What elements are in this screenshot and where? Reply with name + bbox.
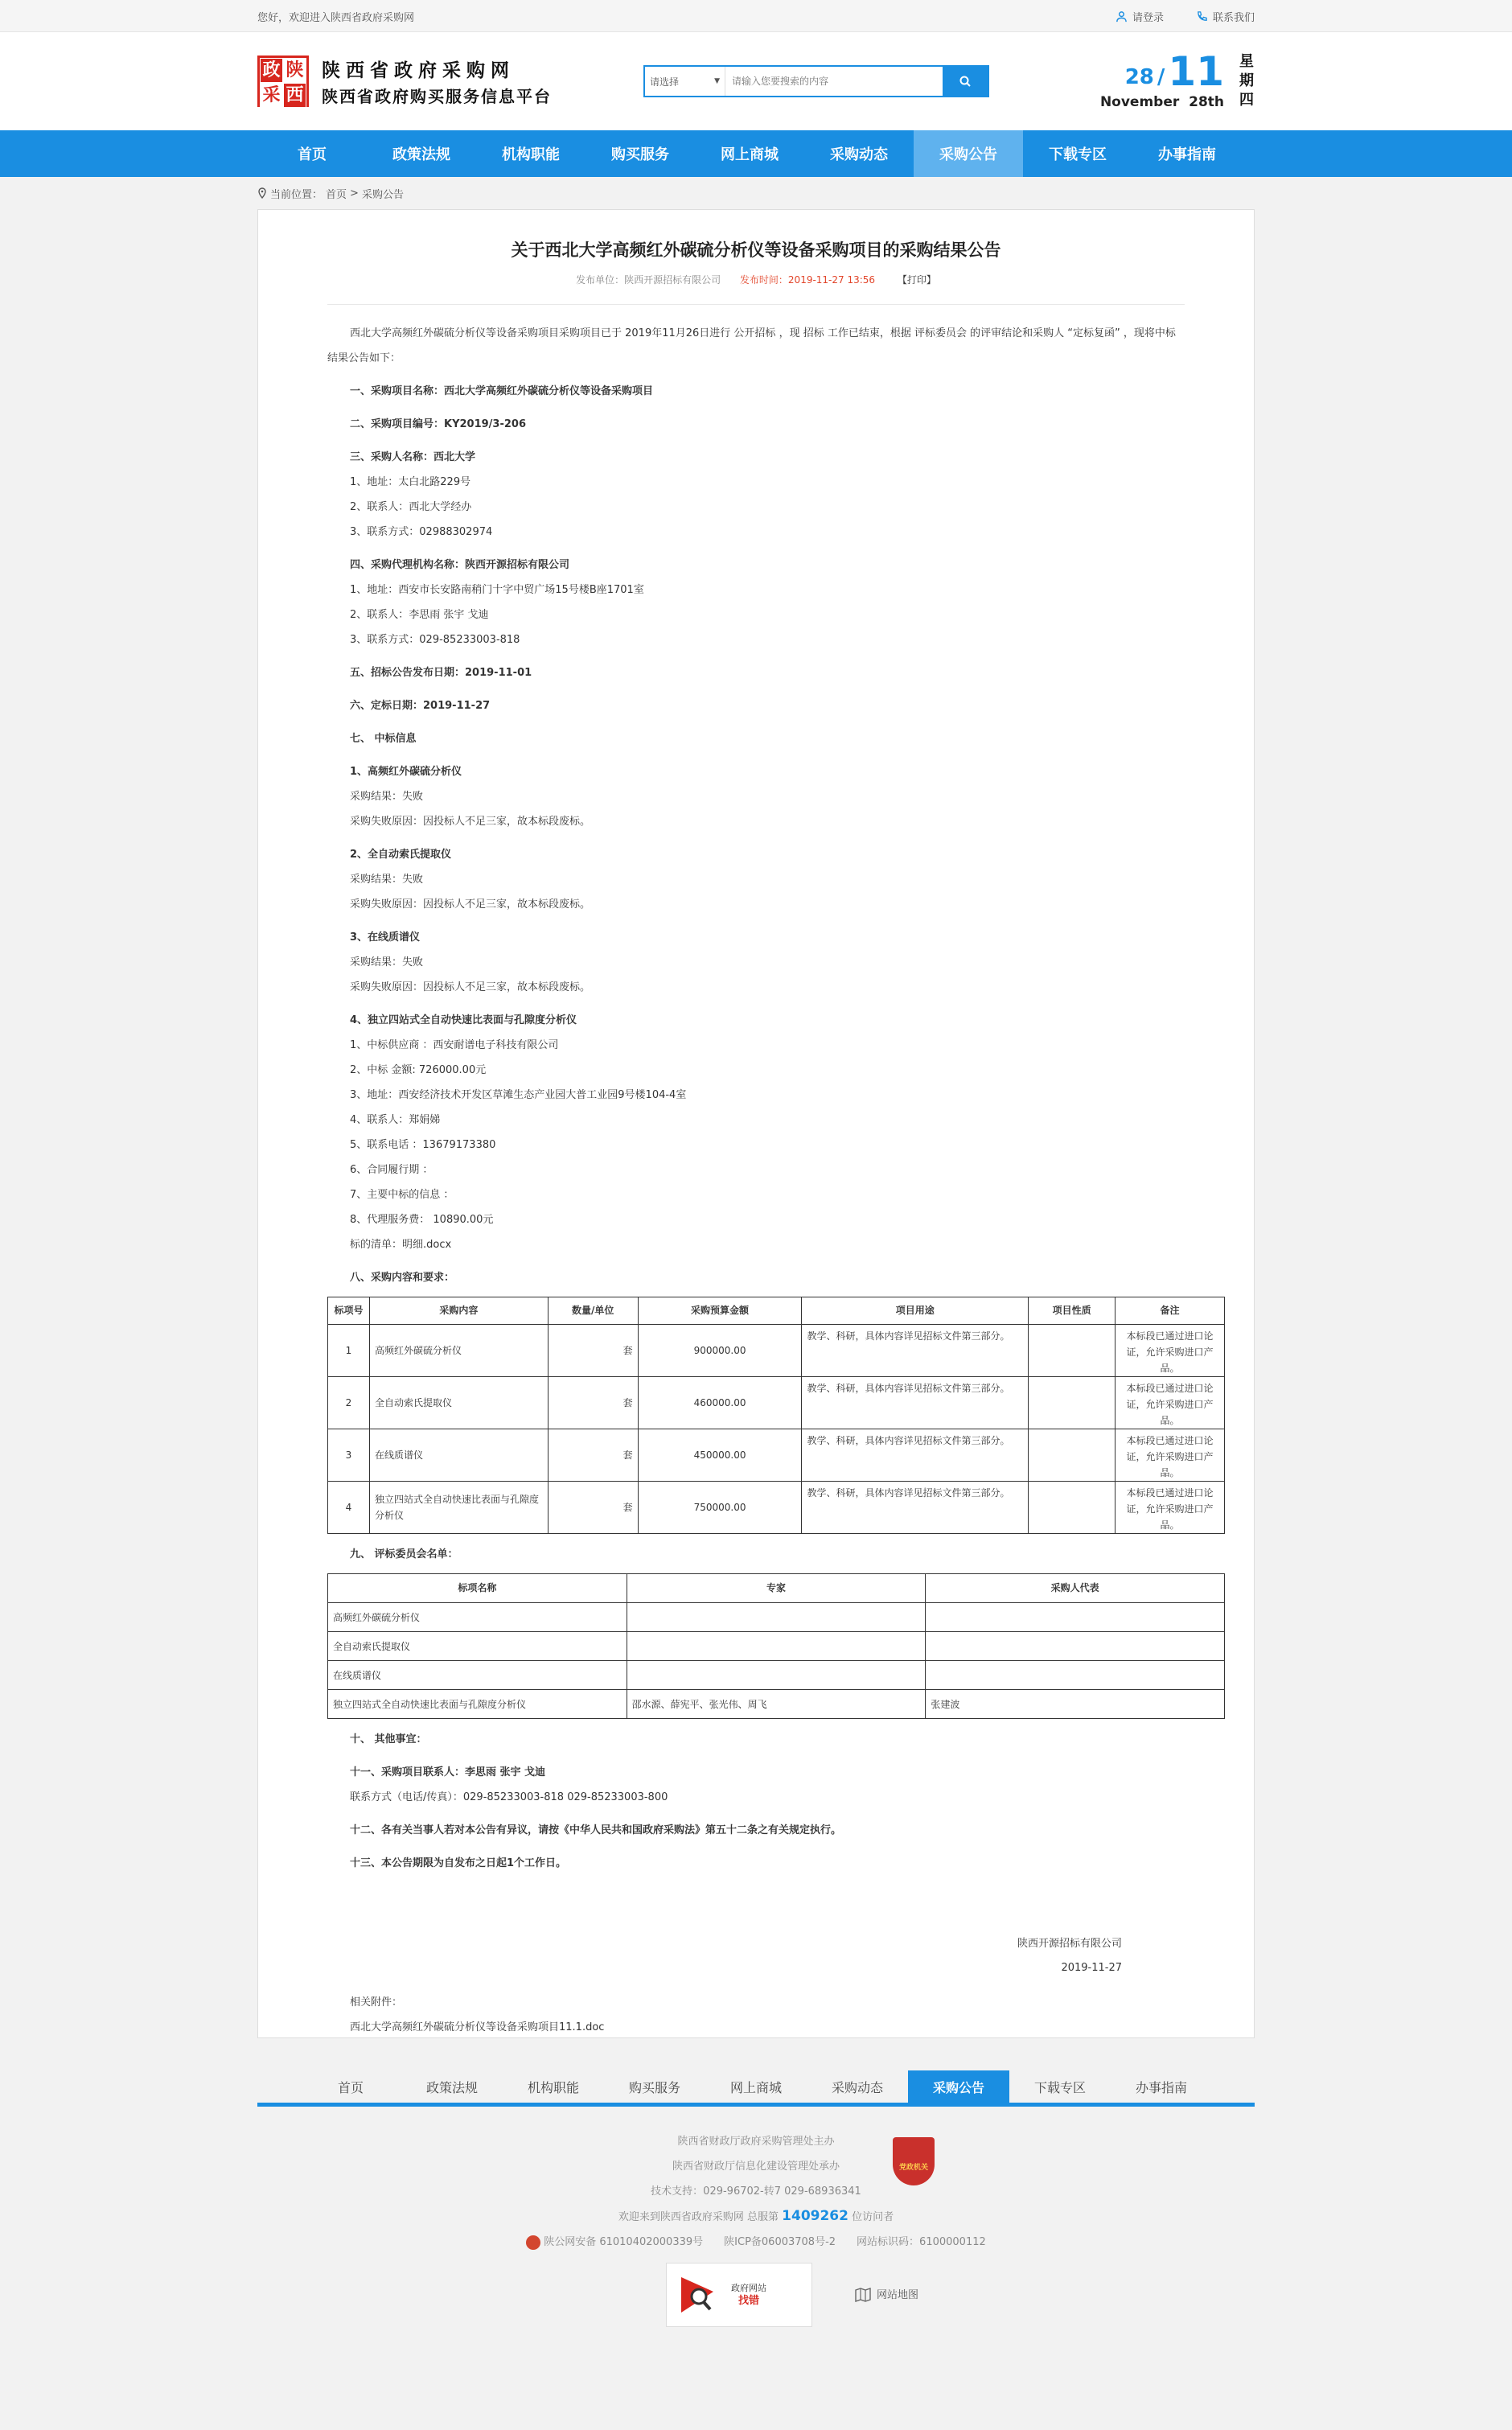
nav-item-agency[interactable]: 机构职能 xyxy=(502,146,560,163)
table-cell: 全自动索氏提取仪 xyxy=(369,1377,548,1429)
table-cell xyxy=(1029,1429,1116,1482)
icp-beian-link[interactable]: 陕ICP备06003708号-2 xyxy=(724,2236,836,2248)
table-row xyxy=(328,1325,1225,1377)
date-month-number: 11 xyxy=(1168,48,1224,95)
article-line: 3、联系方式：02988302974 xyxy=(350,526,493,538)
article-tail xyxy=(327,1727,1185,1876)
table-header: 项目用途 xyxy=(802,1297,1029,1325)
table-cell xyxy=(926,1632,1225,1661)
article-line: 十、 其他事宜： xyxy=(350,1733,427,1745)
article-intro: 西北大学高频红外碳硫分析仪等设备采购项目采购项目已于 2019年11月26日进行 公开招标 ，现 招标 工作已结束，根据 评标委员会 的评审结论和采购人 “定标复函” ，现将中标 结果公告如下： xyxy=(327,327,1176,364)
table-cell: 3 xyxy=(328,1429,370,1482)
table-cell: 本标段已通过进口论证，允许采购进口产品。 xyxy=(1116,1325,1225,1377)
footer-nav-mall[interactable]: 网上商城 xyxy=(729,2079,782,2095)
table-header: 专家 xyxy=(627,1574,926,1603)
article-line: 采购失败原因：因投标人不足三家，故本标段废标。 xyxy=(350,981,591,993)
article-line: 采购失败原因：因投标人不足三家，故本标段废标。 xyxy=(350,816,591,828)
table-cell: 教学、科研，具体内容详见招标文件第三部分。 xyxy=(802,1377,1029,1429)
table-cell xyxy=(627,1632,926,1661)
police-beian-link[interactable]: 陕公网安备 61010402000339号 xyxy=(526,2230,703,2255)
search-button[interactable] xyxy=(943,67,988,96)
article-panel xyxy=(257,209,1255,2038)
article-line: 十二、各有关当事人若对本公告有异议，请按《中华人民共和国政府采购法》第五十二条之有关规定执行。 xyxy=(350,1824,842,1836)
article-line: 1、高频红外碳硫分析仪 xyxy=(350,766,462,778)
login-link[interactable]: 请登录 xyxy=(1116,9,1164,24)
contact-link[interactable]: 联系我们 xyxy=(1196,9,1255,24)
table-cell: 在线质谱仪 xyxy=(328,1661,627,1690)
breadcrumb: 当前位置： 首页 > 采购公告 xyxy=(0,177,1512,209)
table-cell: 900000.00 xyxy=(638,1325,802,1377)
table-cell xyxy=(1029,1482,1116,1534)
user-icon xyxy=(1116,10,1128,23)
article-line: 四、采购代理机构名称：陕西开源招标有限公司 xyxy=(350,559,570,571)
table-cell: 高频红外碳硫分析仪 xyxy=(328,1603,627,1632)
article-line: 采购结果：失败 xyxy=(350,874,424,886)
nav-item-home[interactable]: 首页 xyxy=(298,146,327,163)
article-line: 8、代理服务费： 10890.00元 xyxy=(350,1214,494,1226)
logo-seal: 政 陕 采 西 xyxy=(257,56,309,107)
article-title: 关于西北大学高频红外碳硫分析仪等设备采购项目的采购结果公告 xyxy=(511,241,1001,260)
search-bar xyxy=(643,65,989,97)
table-cell: 本标段已通过进口论证，允许采购进口产品。 xyxy=(1116,1429,1225,1482)
table-cell: 本标段已通过进口论证，允许采购进口产品。 xyxy=(1116,1482,1225,1534)
table-header: 采购内容 xyxy=(369,1297,548,1325)
table-header: 采购人代表 xyxy=(926,1574,1225,1603)
footer-support: 技术支持：029-96702-转7 029-68936341 xyxy=(651,2185,861,2198)
table-cell: 独立四站式全自动快速比表面与孔隙度分析仪 xyxy=(328,1690,627,1719)
article-line: 7、主要中标的信息 ： xyxy=(350,1189,454,1201)
table-header: 采购预算金额 xyxy=(638,1297,802,1325)
table-cell: 套 xyxy=(548,1429,638,1482)
table-cell xyxy=(627,1661,926,1690)
report-error-button[interactable]: 政府网站 找错 xyxy=(666,2263,812,2327)
table-row xyxy=(328,1661,1225,1690)
article-body xyxy=(327,321,1214,2040)
footer-nav xyxy=(257,2070,1255,2107)
table-cell: 套 xyxy=(548,1482,638,1534)
article-lines xyxy=(327,379,1185,1290)
party-gov-badge-icon[interactable]: 党政机关 xyxy=(893,2137,935,2185)
breadcrumb-current[interactable]: 采购公告 xyxy=(361,188,404,201)
location-pin-icon xyxy=(257,187,267,199)
footer-nav-home[interactable]: 首页 xyxy=(337,2079,364,2095)
table-row xyxy=(328,1482,1225,1534)
article-line: 1、中标供应商 ：西安耐谱电子科技有限公司 xyxy=(350,1039,559,1051)
footer-nav-policy[interactable]: 政策法规 xyxy=(425,2079,478,2095)
table-header: 项目性质 xyxy=(1029,1297,1116,1325)
article-line: 采购结果：失败 xyxy=(350,791,424,803)
table-cell: 750000.00 xyxy=(638,1482,802,1534)
table-row xyxy=(328,1632,1225,1661)
article-line: 一、采购项目名称：西北大学高频红外碳硫分析仪等设备采购项目 xyxy=(350,385,654,397)
search-category-select[interactable]: 请选择 ▼ xyxy=(645,67,725,96)
phone-icon xyxy=(1196,10,1208,23)
table-cell: 本标段已通过进口论证，允许采购进口产品。 xyxy=(1116,1377,1225,1429)
article-line: 2、中标 金额: 726000.00元 xyxy=(350,1064,487,1076)
article-line: 七、 中标信息 xyxy=(350,733,417,745)
sign-org: 陕西开源招标有限公司 xyxy=(1017,1938,1122,1950)
attachment-label: 相关附件： xyxy=(350,1996,403,2009)
article-line: 4、联系人：郑娟娣 xyxy=(350,1114,441,1126)
table-cell: 教学、科研，具体内容详见招标文件第三部分。 xyxy=(802,1429,1029,1482)
police-badge-icon xyxy=(526,2235,540,2250)
site-subtitle: 陕西省政府购买服务信息平台 xyxy=(322,87,552,106)
section-committee: 九、 评标委员会名单： xyxy=(350,1548,458,1560)
table-cell: 教学、科研，具体内容详见招标文件第三部分。 xyxy=(802,1482,1029,1534)
procurement-table xyxy=(327,1297,1225,1534)
article-line: 2、联系人：西北大学经办 xyxy=(350,501,472,513)
breadcrumb-home[interactable]: 首页 xyxy=(326,188,347,201)
table-header: 数量/单位 xyxy=(548,1297,638,1325)
article-line: 联系方式（电话/传真）：029-85233003-818 029-85233003-800 xyxy=(350,1791,668,1803)
article-line: 采购结果：失败 xyxy=(350,956,424,968)
table-header: 标项名称 xyxy=(328,1574,627,1603)
nav-item-services[interactable]: 购买服务 xyxy=(611,146,669,163)
table-cell: 教学、科研，具体内容详见招标文件第三部分。 xyxy=(802,1325,1029,1377)
article-line: 十三、本公告期限为自发布之日起1个工作日。 xyxy=(350,1857,567,1869)
footer-organizer: 陕西省财政厅信息化建设管理处承办 xyxy=(672,2161,840,2173)
article-line: 3、在线质谱仪 xyxy=(350,931,421,944)
triangle-down-icon: ▼ xyxy=(714,77,720,85)
date-widget: 28 / 11 November 28th 星 期 四 xyxy=(1099,48,1254,110)
top-bar xyxy=(0,0,1512,32)
table-row xyxy=(328,1377,1225,1429)
article-line: 3、地址：西安经济技术开发区草滩生态产业园大普工业园9号楼104-4室 xyxy=(350,1089,687,1101)
table-cell xyxy=(926,1603,1225,1632)
table-cell: 邵水源、薛宪平、张光伟、周飞 xyxy=(627,1690,926,1719)
article-line: 5、联系电话 ：13679173380 xyxy=(350,1139,496,1151)
nav-item-guide[interactable]: 办事指南 xyxy=(1158,146,1216,163)
article-line: 五、招标公告发布日期：2019-11-01 xyxy=(350,667,532,679)
article-meta xyxy=(327,273,1185,286)
article-line: 标的清单：明细.docx xyxy=(350,1239,452,1251)
magnifier-flag-icon xyxy=(678,2272,723,2317)
table-row xyxy=(328,1603,1225,1632)
signature-block xyxy=(327,1932,1185,1980)
greeting-text: 您好，欢迎进入陕西省政府采购网 xyxy=(257,11,415,24)
article-line: 1、地址：西安市长安路南稍门十字中贸广场15号楼B座1701室 xyxy=(350,584,644,596)
site-header xyxy=(0,32,1512,130)
article-line: 1、地址：太白北路229号 xyxy=(350,476,471,488)
table-cell: 4 xyxy=(328,1482,370,1534)
footer-nav-agency[interactable]: 机构职能 xyxy=(527,2079,579,2095)
nav-item-downloads[interactable]: 下载专区 xyxy=(1049,146,1107,163)
attachment-link[interactable]: 西北大学高频红外碳硫分析仪等设备采购项目11.1.doc xyxy=(350,2021,605,2033)
table-cell: 450000.00 xyxy=(638,1429,802,1482)
site-logo[interactable] xyxy=(257,56,643,107)
table-row xyxy=(328,1429,1225,1482)
table-cell xyxy=(1029,1377,1116,1429)
table-header: 标项号 xyxy=(328,1297,370,1325)
table-cell: 独立四站式全自动快速比表面与孔隙度分析仪 xyxy=(369,1482,548,1534)
footer-nav-news[interactable]: 采购动态 xyxy=(831,2079,883,2095)
table-cell: 1 xyxy=(328,1325,370,1377)
visitor-counter: 欢迎来到陕西省政府采购网 总服第 1409262 位访问者 xyxy=(618,2208,894,2224)
table-row xyxy=(328,1690,1225,1719)
committee-table xyxy=(327,1573,1225,1719)
sign-date: 2019-11-27 xyxy=(1061,1962,1122,1974)
search-icon xyxy=(959,75,972,88)
nav-item-announcements[interactable]: 采购公告 xyxy=(914,130,1023,177)
table-cell: 高频红外碳硫分析仪 xyxy=(369,1325,548,1377)
date-day: 28 xyxy=(1124,65,1154,89)
table-header: 备注 xyxy=(1116,1297,1225,1325)
print-button[interactable]: 【打印】 xyxy=(897,274,936,286)
article-line: 6、合同履行期 ： xyxy=(350,1164,433,1176)
table-cell: 在线质谱仪 xyxy=(369,1429,548,1482)
date-month-text: November 28th xyxy=(1099,94,1224,110)
table-cell: 张建波 xyxy=(926,1690,1225,1719)
article-line: 4、独立四站式全自动快速比表面与孔隙度分析仪 xyxy=(350,1014,577,1026)
nav-item-news[interactable]: 采购动态 xyxy=(830,146,888,163)
map-icon xyxy=(854,2287,872,2303)
footer-nav-services[interactable]: 购买服务 xyxy=(628,2079,680,2095)
table-cell: 460000.00 xyxy=(638,1377,802,1429)
article-time: 发布时间：2019-11-27 13:56 xyxy=(739,274,876,286)
article-line: 3、联系方式：029-85233003-818 xyxy=(350,634,520,646)
article-line: 十一、采购项目联系人：李思雨 张宇 戈迪 xyxy=(350,1766,546,1778)
table-cell xyxy=(926,1661,1225,1690)
site-id: 网站标识码：6100000112 xyxy=(857,2236,986,2248)
footer-nav-guide[interactable]: 办事指南 xyxy=(1135,2079,1187,2095)
footer-host: 陕西省财政厅政府采购管理处主办 xyxy=(677,2136,835,2148)
footer-nav-announcements[interactable]: 采购公告 xyxy=(908,2070,1009,2103)
weekday: 星 期 四 xyxy=(1239,53,1254,109)
sitemap-link[interactable]: 网站地图 xyxy=(854,2283,918,2308)
article-line: 六、定标日期：2019-11-27 xyxy=(350,700,491,712)
search-input[interactable] xyxy=(725,67,943,96)
article-line: 2、联系人：李思雨 张宇 戈迪 xyxy=(350,609,489,621)
article-line: 二、采购项目编号：KY2019/3-206 xyxy=(350,418,526,430)
article-line: 采购失败原因：因投标人不足三家，故本标段废标。 xyxy=(350,898,591,911)
site-title: 陕西省政府采购网 xyxy=(322,60,515,81)
article-publisher: 发布单位：陕西开源招标有限公司 xyxy=(576,274,721,286)
site-footer xyxy=(257,2107,1255,2327)
nav-item-mall[interactable]: 网上商城 xyxy=(721,146,779,163)
table-cell: 全自动索氏提取仪 xyxy=(328,1632,627,1661)
main-nav xyxy=(0,130,1512,177)
table-cell: 2 xyxy=(328,1377,370,1429)
table-cell: 套 xyxy=(548,1325,638,1377)
nav-item-policy[interactable]: 政策法规 xyxy=(392,146,450,163)
article-line: 三、采购人名称：西北大学 xyxy=(350,451,476,463)
table-cell xyxy=(1029,1325,1116,1377)
table-cell: 套 xyxy=(548,1377,638,1429)
article-line: 2、全自动索氏提取仪 xyxy=(350,849,452,861)
article-line: 八、采购内容和要求： xyxy=(350,1272,455,1284)
table-cell xyxy=(627,1603,926,1632)
footer-nav-downloads[interactable]: 下载专区 xyxy=(1033,2079,1086,2095)
